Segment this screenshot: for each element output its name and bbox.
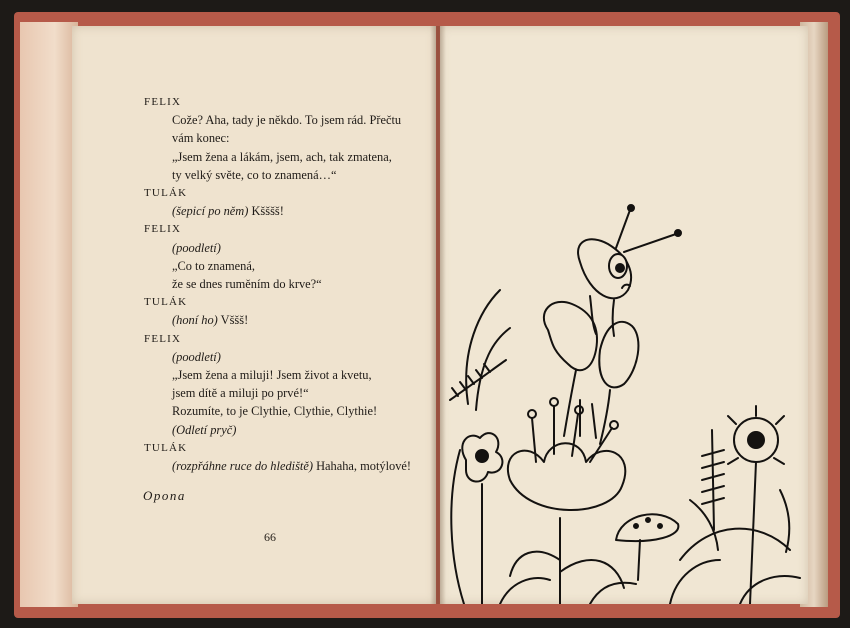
bug-wing-left: [544, 302, 597, 370]
stage-direction: (šepicí po něm): [172, 204, 249, 219]
spoken-text: „Co to znamená,: [172, 258, 255, 273]
spoken-text: „Jsem žena a miluji! Jsem život a kvetu,: [172, 368, 372, 383]
spoken-text: „Jsem žena a lákám, jsem, ach, tak zmatena,: [172, 149, 392, 164]
page-number: 66: [264, 530, 276, 544]
dialogue-text: [144, 93, 424, 475]
stage-direction: (rozpřáhne ruce do hlediště): [172, 459, 313, 474]
spoken-text: že se dnes ruměním do krve?“: [172, 277, 322, 292]
spoken-text: Hahaha, motýlové!: [312, 459, 412, 474]
speaker-name: FELIX: [144, 332, 182, 345]
dialogue-line: [144, 166, 424, 184]
bug-wing-right: [599, 322, 638, 388]
spoken-text: Kšššš!: [248, 204, 284, 219]
speaker-name: FELIX: [144, 223, 182, 236]
stage-direction: (poodletí): [172, 240, 221, 255]
speaker-name: TULÁK: [144, 441, 188, 454]
spoken-text: vám konec:: [172, 131, 230, 146]
dialogue-line: [144, 202, 424, 220]
antenna-left: [616, 210, 630, 248]
dialogue-line: [144, 129, 424, 147]
curtain-text: Opona: [143, 488, 186, 503]
page-stack-left: [20, 22, 78, 607]
dialogue-line: [144, 257, 424, 275]
spoken-text: Vššš!: [217, 313, 249, 328]
spoken-text: Cože? Aha, tady je někdo. To jsem rád. Přečtu: [172, 113, 402, 128]
speaker-name: TULÁK: [144, 187, 188, 200]
central-flower: [508, 443, 625, 510]
dialogue-line: [144, 275, 424, 293]
dialogue-line: [144, 111, 424, 129]
spoken-text: jsem dítě a miluji po prvé!“: [172, 386, 309, 401]
spoken-text: ty velký světe, co to znamená…“: [172, 167, 337, 182]
spoken-text: Rozumíte, to je Clythie, Clythie, Clythie!: [172, 404, 378, 419]
antenna-right: [624, 234, 676, 252]
speaker-name: FELIX: [144, 96, 182, 108]
speaker-name: TULÁK: [144, 296, 188, 309]
stage-direction: (poodletí): [172, 349, 221, 364]
dialogue-line: [144, 366, 424, 384]
dialogue-line: [144, 421, 424, 439]
dialogue-line: [144, 457, 424, 475]
dialogue-line: [144, 148, 424, 166]
stage-direction: (Odletí pryč): [172, 422, 237, 437]
dialogue-line: [144, 402, 424, 420]
dialogue-line: [144, 239, 424, 257]
bug-and-flowers-illustration: [440, 200, 808, 604]
stage-direction: (honí ho): [172, 313, 218, 328]
dialogue-line: [144, 311, 424, 329]
dialogue-line: [144, 348, 424, 366]
dialogue-line: [144, 384, 424, 402]
